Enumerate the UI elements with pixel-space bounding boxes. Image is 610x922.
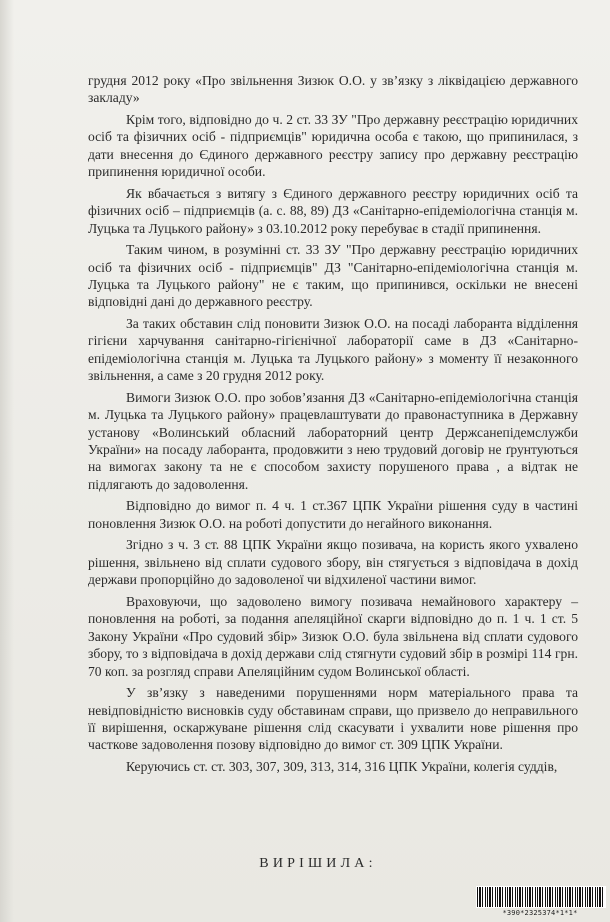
- barcode-number: *390*2325374*1*1*: [502, 909, 578, 917]
- paragraph-9: Враховуючи, що задоволено вимогу позивача немайнового характеру – поновлення на роботі, за подання апеляційної скарги відповідно до п. 1 ч. 1 ст. 5 Закону України «Про судовий збір» Зизюк О.О. була звільнена від сплати судового збору, то з відповідача в дохід держави слід стягнути судовий збір в розмірі 114 грн. 70 коп. за розгляд справи Апеляційним судом Волинської області.: [88, 593, 578, 679]
- barcode-bars: [476, 886, 606, 908]
- paragraph-6: Вимоги Зизюк О.О. про зобов’язання ДЗ «Санітарно-епідеміологічна станція м. Луцька та Луцького району» працевлаштувати до правонаступника в Державну установу «Волинський обласний лабораторний центр Держсанепідемслужби України» на посаду лаборанта, продовжити з нею трудовий договір не ґрунтуються на вимогах закону та не є способом захисту порушеного права , а відтак не підлягають до задоволення.: [88, 389, 578, 492]
- paragraph-2: Крім того, відповідно до ч. 2 ст. 33 ЗУ "Про державну реєстрацію юридичних осіб та фізичних осіб - підприємців" юридична особа є такою, що припинилася, з дати внесення до Єдиного державного реєстру запису про державну реєстрацію припинення юридичної особи.: [88, 112, 578, 180]
- decision-heading: ВИРІШИЛА:: [259, 856, 377, 871]
- paragraph-1: грудня 2012 року «Про звільнення Зизюк О.О. у зв’язку з ліквідацією державного закладу»: [88, 73, 578, 106]
- paragraph-3: Як вбачається з витягу з Єдиного державного реєстру юридичних осіб та фізичних осіб – підприємців (а. с. 88, 89) ДЗ «Санітарно-епідеміологічна станція м. Луцька та Луцького району» з 03.10.2012 року перебуває в стадії припинення.: [88, 185, 578, 236]
- barcode: [476, 886, 604, 916]
- document-body: [88, 72, 578, 780]
- paragraph-8: Згідно з ч. 3 ст. 88 ЦПК України якщо позивача, на користь якого ухвалено рішення, звільнено від сплати судового збору, він стягується з відповідача в дохід держави пропорційно до задоволеної чи відхиленої частини вимог.: [88, 537, 578, 588]
- paragraph-5: За таких обставин слід поновити Зизюк О.О. на посаді лаборанта відділення гігієни харчування санітарно-гігієнічної лабораторії саме в ДЗ «Санітарно-епідеміологічна станція м. Луцька та Луцького району» з моменту її незаконного звільнення, а саме з 20 грудня 2012 року.: [88, 316, 578, 384]
- paragraph-10: У зв’язку з наведеними порушеннями норм матеріального права та невідповідністю висновків суду обставинам справи, що призвело до неправильного її вирішення, оскаржуване рішення слід скасувати і ухвалити нове рішення про часткове задоволення позову відповідно до вимог ст. 309 ЦПК України.: [88, 685, 578, 753]
- paragraph-11: Керуючись ст. ст. 303, 307, 309, 313, 314, 316 ЦПК України, колегія суддів,: [126, 758, 558, 774]
- paragraph-4: Таким чином, в розумінні ст. 33 ЗУ "Про державну реєстрацію юридичних осіб та фізичних осіб - підприємців" ДЗ "Санітарно-епідеміологічна станція м. Луцька та Луцького району" не є таким, що припинився, оскільки не внесені відповідні дані до державного реєстру.: [88, 242, 578, 310]
- paragraph-7: Відповідно до вимог п. 4 ч. 1 ст.367 ЦПК України рішення суду в частині поновлення Зизюк О.О. на роботі допустити до негайного виконання.: [88, 498, 578, 531]
